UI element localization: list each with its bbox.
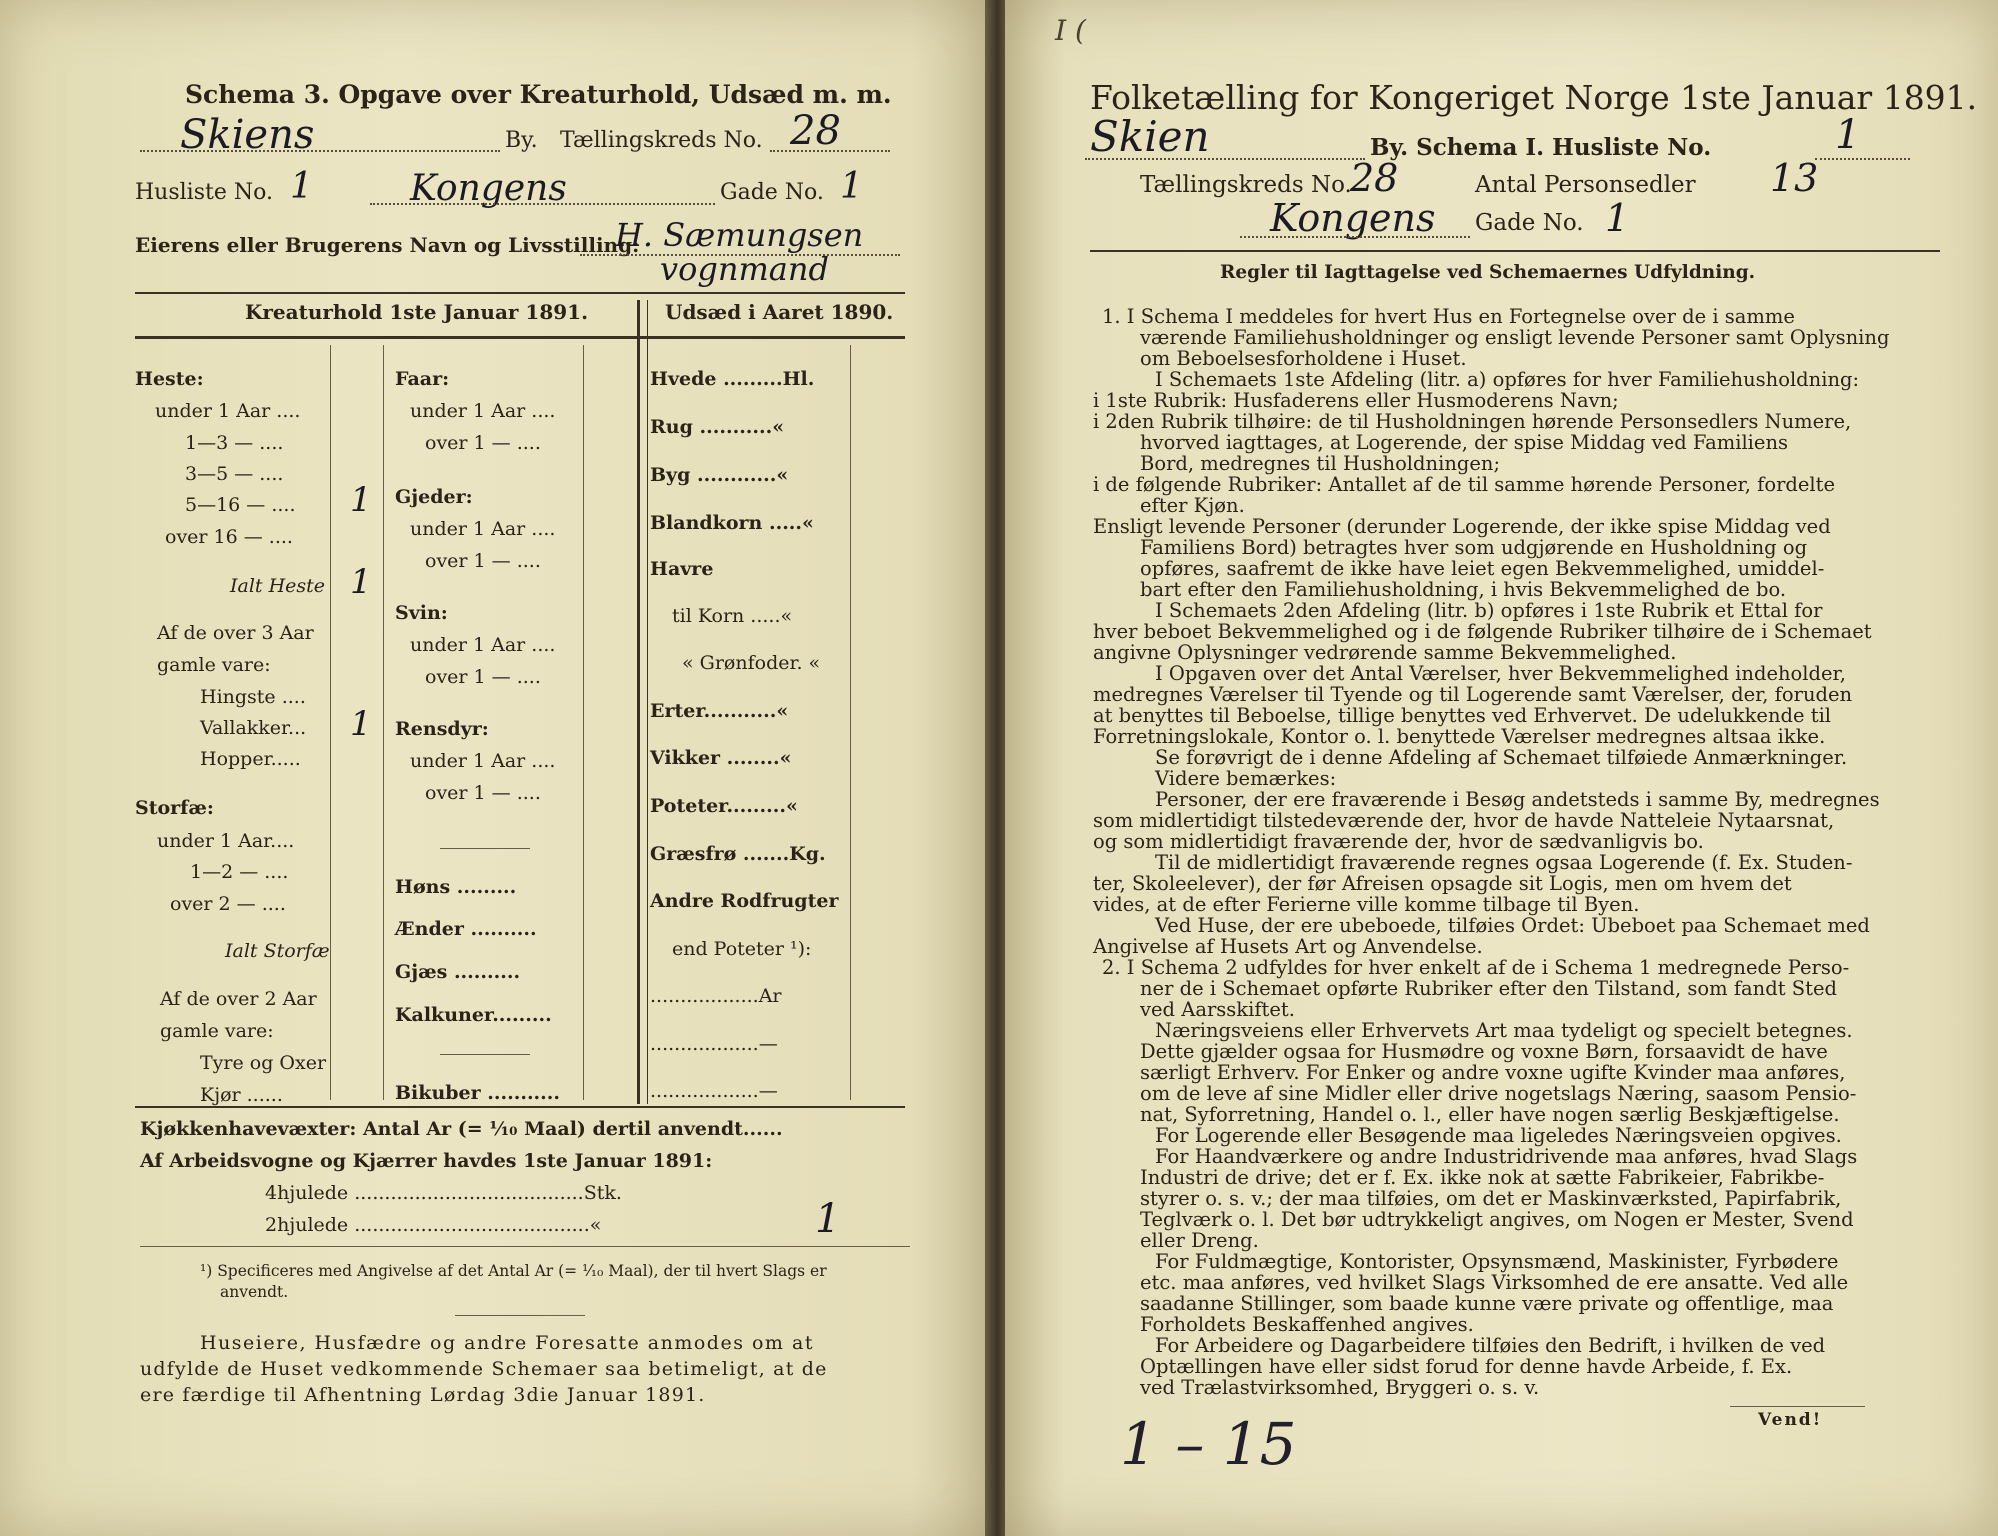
col2-separator-2 (440, 1054, 530, 1055)
rensdyr-under-1: under 1 Aar .... (410, 750, 556, 772)
eier-handwritten-occupation: vognmand (660, 250, 829, 288)
af-over-2-aar: Af de over 2 Aar (160, 988, 317, 1010)
eier-dotted-line (580, 254, 900, 256)
husliste-label: Husliste No. (135, 180, 273, 205)
regler-line: Til de midlertidigt fraværende regnes ogsaa Logerende (f. Ex. Studen- (1155, 851, 1853, 874)
kalkuner: Kalkuner......... (395, 1004, 552, 1026)
kreds-handwritten: 28 (790, 108, 841, 154)
regler-line: efter Kjøn. (1140, 494, 1245, 517)
gjeder-under-1: under 1 Aar .... (410, 518, 556, 540)
gjeder-label: Gjeder: (395, 486, 473, 508)
heste-over-16: over 16 — .... (165, 526, 293, 548)
eier-handwritten-name: H. Sæmungsen (615, 216, 864, 254)
svin-label: Svin: (395, 602, 448, 624)
antal-personsedler-handwritten: 13 (1770, 156, 1819, 200)
eier-label: Eierens eller Brugerens Navn og Livsstilling: (135, 233, 640, 257)
gade-handwritten: Kongens (410, 168, 567, 209)
gade-no-handwritten: 1 (840, 166, 863, 207)
regler-line: nat, Syforretning, Handel o. l., eller have nogen særlig Beskjæftigelse. (1140, 1103, 1840, 1126)
regler-line: Ensligt levende Personer (derunder Logerende, der ikke spise Middag ved (1093, 515, 1831, 538)
poteter: Poteter.........« (650, 795, 798, 817)
aender: Ænder .......... (395, 918, 537, 940)
by-label: By. (505, 128, 538, 153)
regler-line: hvorved iagttages, at Logerende, der spise Middag ved Familiens (1140, 431, 1789, 454)
rug: Rug ...........« (650, 416, 785, 438)
regler-line: Personer, der ere fraværende i Besøg andetsteds i samme By, medregnes (1155, 788, 1880, 811)
regler-line: Teglværk o. l. Det bør udtrykkeligt angives, om Nogen er Mester, Svend (1140, 1208, 1854, 1231)
regler-line: om Beboelsesforholdene i Huset. (1140, 347, 1467, 370)
closing-line-2: udfylde de Huset vedkommende Schemaer saa betimeligt, at de (140, 1358, 828, 1380)
storfae-1-2: 1—2 — .... (190, 861, 289, 883)
closing-rule (455, 1315, 585, 1316)
regler-line: ved Aarsskiftet. (1140, 998, 1295, 1021)
table-top-rule (135, 292, 905, 294)
regler-line: medregnes Værelser til Tyende og til Logerende samt Værelser, der, foruden (1093, 683, 1853, 706)
hopper: Hopper..... (200, 748, 301, 770)
left-page-schema-3 (0, 0, 990, 1536)
bottom-handwritten-range: 1 – 15 (1120, 1410, 1297, 1478)
graesfro: Græsfrø .......Kg. (650, 843, 826, 865)
regler-line: vides, at de efter Ferierne ville komme tilbage til Byen. (1093, 893, 1640, 916)
regler-line: I Schemaets 2den Afdeling (litr. b) opføres i 1ste Rubrik et Ettal for (1155, 599, 1823, 622)
rodfrugter-blank-1: ..................— (650, 1033, 778, 1055)
by-dotted-line (140, 150, 500, 152)
regler-line: i 1ste Rubrik: Husfaderens eller Husmoderens Navn; (1093, 389, 1619, 412)
hvede: Hvede .........Hl. (650, 368, 815, 390)
right-by-dotted-line (1085, 158, 1365, 160)
fire-hjulede: 4hjulede ......................................Stk. (265, 1182, 622, 1204)
gade-label: Gade No. (720, 180, 824, 205)
right-gade-dotted-line (1240, 236, 1470, 238)
regler-line: 1. I Schema I meddeles for hvert Hus en Fortegnelse over de i samme (1102, 305, 1795, 328)
andre-rodfrugter: Andre Rodfrugter (650, 890, 839, 912)
ialt-storfae: Ialt Storfæ (225, 940, 330, 962)
regler-line: saadanne Stillinger, som baade kunne være private og offentlige, maa (1140, 1292, 1834, 1315)
right-gade-handwritten: Kongens (1270, 196, 1436, 240)
kjokkenhave: Kjøkkenhavevæxter: Antal Ar (= ¹⁄₁₀ Maal) dertil anvendt...... (140, 1118, 783, 1140)
footnote-line-1: ¹) Specificeres med Angivelse af det Antal Ar (= ¹⁄₁₀ Maal), der til hvert Slags er (200, 1262, 827, 1280)
gamle-vare-2: gamle vare: (160, 1020, 274, 1042)
regler-line: angivne Oplysninger vedrørende samme Bekvemmelighed. (1093, 641, 1677, 664)
regler-line: Dette gjælder ogsaa for Husmødre og voxne Børn, forsaavidt de have (1140, 1040, 1828, 1063)
regler-line: hver beboet Bekvemmelighed og i de følgende Rubriker tilhøire de i Schemaet (1093, 620, 1872, 643)
heste-label: Heste: (135, 368, 204, 390)
storfae-label: Storfæ: (135, 797, 214, 819)
regler-line: For Haandværkere og andre Industridrivende maa anføres, hvad Slags (1155, 1145, 1858, 1168)
svin-under-1: under 1 Aar .... (410, 634, 556, 656)
regler-line: Ved Huse, der ere ubeboede, tilføies Ordet: Ubeboet paa Schemaet med (1155, 914, 1870, 937)
right-page-schema-1 (1005, 0, 1998, 1536)
regler-line: Familiens Bord) betragtes hver som udgjørende en Husholdning og (1140, 536, 1808, 559)
kreds-dotted-line (770, 150, 890, 152)
right-by-handwritten: Skien (1090, 112, 1210, 161)
regler-line: værende Familiehusholdninger og ensligt levende Personer samt Oplysning (1140, 326, 1890, 349)
regler-line: Forretningslokale, Kontor o. l. benyttede Værelser medregnes altsaa ikke. (1093, 725, 1826, 748)
right-husliste-dotted-line (1815, 158, 1910, 160)
col1-value-right (383, 345, 384, 1100)
top-pencil-mark: I ( (1055, 14, 1086, 47)
regler-line: ner de i Schemaet opførte Rubriker efter den Tilstand, som fandt Sted (1140, 977, 1837, 1000)
footnote-line-2: anvendt. (220, 1283, 289, 1301)
ialt-heste: Ialt Heste (230, 575, 326, 597)
rodfrugter-blank-2: ..................— (650, 1080, 778, 1102)
right-kreds-handwritten: 28 (1350, 156, 1399, 200)
regler-line: i de følgende Rubriker: Antallet af de til samme hørende Personer, fordelte (1093, 473, 1836, 496)
heste-3-5: 3—5 — .... (185, 463, 284, 485)
right-by-label: By. Schema I. Husliste No. (1370, 134, 1712, 161)
blandkorn: Blandkorn .....« (650, 512, 814, 534)
table-column-divider (637, 300, 640, 1104)
table-bottom-rule (135, 1106, 905, 1108)
regler-line: bart efter den Familiehusholdning, i hvis Bekvemmelighed de bo. (1140, 578, 1787, 601)
regler-line: at benyttes til Beboelse, tillige benyttes ved Erhvervet. De udelukkende til (1093, 704, 1832, 727)
tyre-og-oxer: Tyre og Oxer (200, 1052, 327, 1074)
col2-separator-1 (440, 848, 530, 849)
left-page-title: Schema 3. Opgave over Kreaturhold, Udsæd m. m. (185, 80, 892, 109)
regler-line: Optællingen have eller sidst forud for denne havde Arbeide, f. Ex. (1140, 1355, 1793, 1378)
erter: Erter...........« (650, 700, 789, 722)
regler-line: For Arbeidere og Dagarbeidere tilføies den Bedrift, i hvilken de ved (1155, 1334, 1826, 1357)
by-handwritten: Skiens (180, 112, 315, 158)
havre: Havre (650, 558, 714, 580)
gamle-vare: gamle vare: (157, 654, 271, 676)
udsaed-header: Udsæd i Aaret 1890. (665, 300, 894, 324)
regler-line: 2. I Schema 2 udfyldes for hver enkelt af de i Schema 1 medregnede Perso- (1102, 956, 1850, 979)
to-hjulede: 2hjulede .......................................« (265, 1214, 602, 1236)
right-header-rule (1090, 250, 1940, 252)
regler-line: For Fuldmægtige, Kontorister, Opsynsmænd, Maskinister, Fyrbødere (1155, 1250, 1839, 1273)
faar-label: Faar: (395, 368, 450, 390)
gade-dotted-line (370, 203, 715, 205)
regler-line: Se forøvrigt de i denne Afdeling af Schemaet tilføiede Anmærkninger. (1155, 746, 1848, 769)
regler-line: som midlertidigt tilstedeværende der, hvor de havde Natteleie Nytaarsnat, (1093, 809, 1835, 832)
regler-title: Regler til Iagttagelse ved Schemaernes Udfyldning. (1220, 262, 1756, 283)
col3-value-left (850, 345, 851, 1100)
regler-line: Videre bemærkes: (1155, 767, 1337, 790)
kreds-label: Tællingskreds No. (560, 128, 763, 153)
vend-label: Vend! (1758, 1410, 1823, 1430)
kjor: Kjør ...... (200, 1084, 283, 1106)
right-kreds-label: Tællingskreds No. (1140, 172, 1352, 198)
regler-line: Angivelse af Husets Art og Anvendelse. (1093, 935, 1483, 958)
regler-line: om de leve af sine Midler eller drive nogetslags Næring, saasom Pensio- (1140, 1082, 1857, 1105)
regler-line: særligt Erhverv. For Enker og andre voxne ugifte Kvinder maa anføres, (1140, 1061, 1846, 1084)
right-gade-label: Gade No. (1475, 210, 1584, 236)
regler-line: I Opgaven over det Antal Værelser, hver Bekvemmelighed indeholder, (1155, 662, 1846, 685)
heste-5-16: 5—16 — .... (185, 494, 296, 516)
antal-personsedler-label: Antal Personsedler (1475, 172, 1696, 198)
havre-gronfoder: « Grønfoder. « (682, 652, 821, 674)
regler-line: styrer o. s. v.; der maa tilføies, om det er Maskinværksted, Papirfabrik, (1140, 1187, 1842, 1210)
regler-line: opføres, saafremt de ikke have leiet egen Bekvemmelighed, umiddel- (1140, 557, 1825, 580)
arbeidsvogne: Af Arbeidsvogne og Kjærrer havdes 1ste Januar 1891: (140, 1150, 713, 1172)
heste-5-16-value: 1 (350, 480, 372, 520)
regler-line: I Schemaets 1ste Afdeling (litr. a) opføres for hver Familiehusholdning: (1155, 368, 1860, 391)
footnote-rule (140, 1246, 910, 1247)
heste-under-1: under 1 Aar .... (155, 400, 301, 422)
kreatur-header: Kreaturhold 1ste Januar 1891. (245, 300, 589, 324)
hingste: Hingste .... (200, 686, 306, 708)
to-hjulede-value: 1 (815, 1196, 841, 1242)
closing-line-1: Huseiere, Husfædre og andre Foresatte anmodes om at (200, 1332, 814, 1354)
storfae-under-1: under 1 Aar.... (157, 830, 295, 852)
ialt-heste-value: 1 (350, 562, 372, 602)
regler-line: i 2den Rubrik tilhøire: de til Husholdningen hørende Personsedlers Numere, (1093, 410, 1852, 433)
faar-under-1: under 1 Aar .... (410, 400, 556, 422)
col2-value-left (583, 345, 584, 1100)
regler-line: ter, Skoleelever), der før Afreisen opsagde sit Logis, men om hvem det (1093, 872, 1792, 895)
heste-1-3: 1—3 — .... (185, 432, 284, 454)
col1-value-left (330, 345, 331, 1100)
regler-line: For Logerende eller Besøgende maa ligeledes Næringsveien opgives. (1155, 1124, 1842, 1147)
regler-line: etc. maa anføres, ved hvilket Slags Virksomhed de ere ansatte. Ved alle (1140, 1271, 1849, 1294)
svin-over-1: over 1 — .... (425, 666, 541, 688)
byg: Byg ............« (650, 464, 789, 486)
right-gade-no-handwritten: 1 (1605, 196, 1630, 240)
af-over-3-aar: Af de over 3 Aar (157, 622, 314, 644)
bikuber: Bikuber ........... (395, 1082, 561, 1104)
header-bottom-rule (135, 336, 905, 339)
gjaes: Gjæs .......... (395, 961, 521, 983)
vend-rule (1730, 1406, 1865, 1407)
regler-line: Industri de drive; det er f. Ex. ikke nok at sætte Fabrikeier, Fabrikbe- (1140, 1166, 1825, 1189)
table-column-divider-thin (647, 300, 648, 1104)
right-husliste-handwritten: 1 (1835, 112, 1861, 158)
regler-line: ved Trælastvirksomhed, Bryggeri o. s. v. (1140, 1376, 1540, 1399)
storfae-over-2: over 2 — .... (170, 893, 286, 915)
gjeder-over-1: over 1 — .... (425, 550, 541, 572)
regler-line: Forholdets Beskaffenhed angives. (1140, 1313, 1474, 1336)
vallakker: Vallakker... (200, 717, 307, 739)
rensdyr-over-1: over 1 — .... (425, 782, 541, 804)
regler-line: og som midlertidigt fraværende der, hvor de sædvanligvis bo. (1093, 830, 1704, 853)
faar-over-1: over 1 — .... (425, 432, 541, 454)
vallakker-value: 1 (350, 704, 372, 744)
regler-line: Næringsveiens eller Erhvervets Art maa tydeligt og specielt betegnes. (1155, 1019, 1853, 1042)
husliste-handwritten: 1 (290, 166, 313, 207)
regler-line: Bord, medregnes til Husholdningen; (1140, 452, 1501, 475)
regler-line: eller Dreng. (1140, 1229, 1259, 1252)
right-page-title: Folketælling for Kongeriget Norge 1ste Januar 1891. (1090, 78, 1978, 117)
vikker: Vikker ........« (650, 747, 792, 769)
hons: Høns ......... (395, 876, 517, 898)
closing-line-3: ere færdige til Afhentning Lørdag 3die Januar 1891. (140, 1384, 706, 1406)
end-poteter: end Poteter ¹): (672, 938, 812, 960)
havre-til-korn: til Korn .....« (672, 605, 793, 627)
rensdyr-label: Rensdyr: (395, 718, 489, 740)
rodfrugter-ar: ..................Ar (650, 985, 782, 1007)
